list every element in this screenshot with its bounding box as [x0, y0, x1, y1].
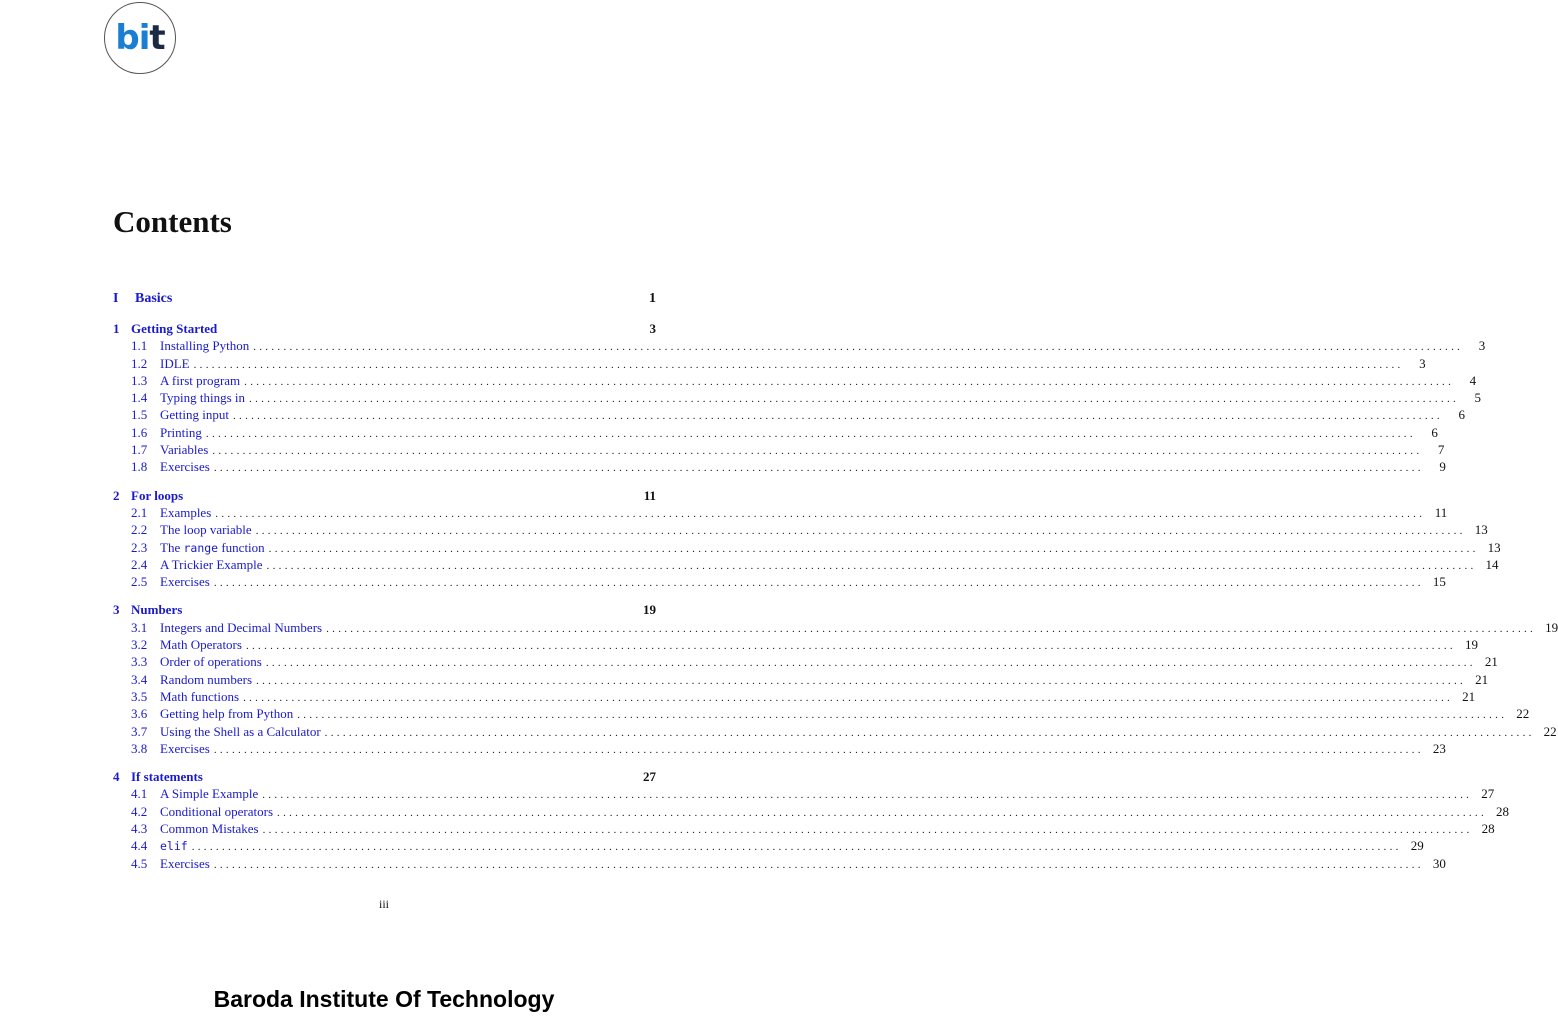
chapter-title: Numbers	[131, 602, 183, 618]
dot-leader: ........................................................................................................................................................................................................	[191, 841, 1402, 854]
section-number: 2.3	[131, 539, 148, 555]
dot-leader: ........................................................................................................................................................................................................	[193, 358, 1404, 371]
toc-section[interactable]	[113, 803, 1510, 820]
section-page: 13	[1474, 522, 1488, 538]
section-number: 2.4	[131, 556, 148, 572]
toc-section[interactable]	[113, 785, 1495, 802]
section-title: A Trickier Example	[160, 556, 263, 572]
dot-leader: ........................................................................................................................................................................................................	[277, 806, 1488, 819]
dot-leader: ........................................................................................................................................................................................................	[324, 726, 1535, 739]
dot-leader: ........................................................................................................................................................................................................	[256, 674, 1467, 687]
chapter-page: 27	[643, 769, 656, 785]
dot-leader: ........................................................................................................................................................................................................	[297, 709, 1508, 722]
section-page: 14	[1485, 556, 1499, 572]
chapter-title: For loops	[131, 487, 184, 503]
chapter-list	[113, 320, 1558, 872]
dot-leader: ........................................................................................................................................................................................................	[205, 427, 1416, 440]
section-title	[160, 837, 188, 855]
footer-institute-name: Baroda Institute Of Technology	[213, 986, 555, 1012]
section-number: 1.2	[131, 355, 148, 371]
section-page: 3	[1419, 355, 1426, 371]
section-title: IDLE	[160, 355, 190, 371]
section-number: 4.5	[131, 855, 148, 871]
section-number: 4.3	[131, 821, 148, 837]
part-title: Basics	[135, 291, 173, 306]
dot-leader: ........................................................................................................................................................................................................	[213, 743, 1424, 756]
section-number: 4.1	[131, 786, 148, 802]
dot-leader: ........................................................................................................................................................................................................	[213, 462, 1424, 475]
section-title: Variables	[160, 442, 209, 458]
section-title: Common Mistakes	[160, 821, 259, 837]
section-page: 13	[1487, 539, 1501, 555]
section-title: Exercises	[160, 740, 210, 756]
toc-section[interactable]	[113, 406, 1465, 423]
section-title-text: The	[160, 539, 184, 555]
section-title: Random numbers	[160, 671, 253, 687]
section-page: 21	[1462, 688, 1476, 704]
dot-leader: ........................................................................................................................................................................................................	[262, 789, 1473, 802]
dot-leader: ........................................................................................................................................................................................................	[249, 393, 1460, 406]
toc-section[interactable]	[113, 504, 1448, 521]
logo-letter-t: t	[149, 18, 165, 58]
table-of-contents	[113, 289, 1558, 872]
toc-section[interactable]	[113, 337, 1486, 354]
section-page: 30	[1432, 855, 1446, 871]
section-title: Exercises	[160, 855, 210, 871]
toc-section[interactable]	[113, 723, 1557, 740]
section-page: 19	[1545, 619, 1558, 635]
section-title: Using the Shell as a Calculator	[160, 723, 321, 739]
chapter-heading	[113, 320, 217, 337]
dot-leader: ........................................................................................................................................................................................................	[326, 622, 1537, 635]
chapter-title: If statements	[131, 769, 203, 785]
chapter-title: Getting Started	[131, 321, 218, 336]
dot-leader: ........................................................................................................................................................................................................	[212, 445, 1423, 458]
dot-leader: ........................................................................................................................................................................................................	[213, 577, 1424, 590]
chapter-page: 19	[643, 602, 656, 618]
section-page: 22	[1516, 706, 1530, 722]
section-number: 3.1	[131, 619, 148, 635]
dot-leader: ........................................................................................................................................................................................................	[266, 559, 1477, 572]
toc-section[interactable]	[113, 521, 1488, 538]
logo-letter-i: i	[138, 18, 150, 58]
section-title: Printing	[160, 424, 202, 440]
section-page: 19	[1464, 637, 1478, 653]
section-title: Getting input	[160, 407, 229, 423]
toc-section[interactable]	[113, 636, 1478, 653]
dot-leader: ........................................................................................................................................................................................................	[255, 525, 1466, 538]
dot-leader: ........................................................................................................................................................................................................	[232, 410, 1443, 423]
section-title-code: range	[183, 540, 219, 555]
section-title: Installing Python	[160, 338, 250, 354]
page-title: Contents	[113, 204, 232, 239]
toc-section[interactable]	[113, 619, 1558, 636]
section-page: 21	[1475, 671, 1489, 687]
section-number: 3.2	[131, 637, 148, 653]
toc-section[interactable]	[113, 653, 1498, 670]
chapter-page: 11	[643, 487, 656, 503]
toc-chapter[interactable]	[113, 320, 656, 337]
section-title: Conditional operators	[160, 803, 274, 819]
toc-section[interactable]	[113, 820, 1495, 837]
section-title-text: function	[218, 539, 265, 555]
section-page: 29	[1410, 838, 1424, 854]
section-number: 3.3	[131, 654, 148, 670]
toc-section[interactable]	[113, 573, 1446, 590]
section-title: Math Operators	[160, 637, 242, 653]
toc-section[interactable]	[113, 705, 1530, 722]
section-number: 1.5	[131, 407, 148, 423]
chapter-heading	[113, 487, 183, 504]
section-page: 11	[1434, 504, 1448, 520]
section-title: A first program	[160, 372, 241, 388]
toc-section[interactable]	[113, 740, 1446, 757]
section-number: 3.8	[131, 740, 148, 756]
dot-leader: ........................................................................................................................................................................................................	[265, 657, 1476, 670]
toc-chapter[interactable]	[113, 601, 656, 618]
section-page: 6	[1431, 424, 1438, 440]
bit-logo	[104, 2, 176, 74]
section-title-code: elif	[160, 839, 188, 854]
section-number: 4.2	[131, 803, 148, 819]
section-number: 1.6	[131, 424, 148, 440]
dot-leader: ........................................................................................................................................................................................................	[245, 640, 1456, 653]
section-number: 1.8	[131, 459, 148, 475]
chapter-number: 3	[113, 602, 120, 618]
section-title: The loop variable	[160, 522, 252, 538]
dot-leader: ........................................................................................................................................................................................................	[262, 824, 1473, 837]
toc-part[interactable]	[113, 289, 656, 309]
section-number: 3.5	[131, 688, 148, 704]
section-page: 15	[1432, 574, 1446, 590]
section-page: 6	[1458, 407, 1465, 423]
section-page: 3	[1478, 338, 1486, 354]
toc-section[interactable]	[113, 372, 1477, 389]
section-title	[160, 539, 265, 557]
dot-leader: ........................................................................................................................................................................................................	[244, 375, 1455, 388]
section-page: 9	[1439, 459, 1446, 475]
chapter-number: 4	[113, 769, 120, 785]
chapter-number: 1	[113, 321, 120, 336]
section-page: 23	[1432, 740, 1446, 756]
section-number: 3.6	[131, 706, 148, 722]
section-page: 5	[1474, 390, 1482, 406]
section-page: 22	[1543, 723, 1557, 739]
section-title: Order of operations	[160, 654, 262, 670]
chapter-number: 2	[113, 487, 120, 503]
toc-section[interactable]	[113, 355, 1426, 372]
toc-chapter[interactable]	[113, 487, 656, 504]
dot-leader: ........................................................................................................................................................................................................	[213, 858, 1424, 871]
section-page: 4	[1469, 372, 1477, 388]
section-number: 4.4	[131, 838, 148, 854]
section-title: Math functions	[160, 688, 240, 704]
toc-section[interactable]	[113, 458, 1446, 475]
toc-section[interactable]	[113, 389, 1482, 406]
toc-section[interactable]	[113, 556, 1499, 573]
toc-section[interactable]	[113, 441, 1445, 458]
dot-leader: ........................................................................................................................................................................................................	[268, 542, 1479, 555]
section-number: 3.7	[131, 723, 148, 739]
section-title: Typing things in	[160, 390, 246, 406]
section-title: Exercises	[160, 574, 210, 590]
chapter-page: 3	[649, 321, 656, 336]
section-page: 28	[1481, 821, 1495, 837]
toc-section[interactable]	[113, 424, 1438, 441]
section-page: 21	[1484, 654, 1498, 670]
logo-letter-b: b	[115, 18, 139, 58]
part-page: 1	[649, 291, 656, 306]
section-title: Integers and Decimal Numbers	[160, 619, 323, 635]
section-page: 27	[1481, 786, 1495, 802]
toc-section[interactable]	[113, 539, 1501, 556]
chapter-heading	[113, 601, 182, 618]
section-number: 1.3	[131, 372, 148, 388]
section-title: Getting help from Python	[160, 706, 294, 722]
section-number: 2.5	[131, 574, 148, 590]
section-number: 2.1	[131, 504, 148, 520]
section-number: 3.4	[131, 671, 148, 687]
toc-section[interactable]	[113, 671, 1489, 688]
section-page: 28	[1496, 803, 1510, 819]
dot-leader: ........................................................................................................................................................................................................	[243, 691, 1454, 704]
part-number: I	[113, 291, 119, 306]
section-title: A Simple Example	[160, 786, 259, 802]
section-title: Examples	[160, 504, 212, 520]
dot-leader: ........................................................................................................................................................................................................	[215, 507, 1426, 520]
page-number: iii	[378, 897, 389, 911]
section-page: 7	[1437, 442, 1445, 458]
section-number: 1.7	[131, 442, 148, 458]
toc-section[interactable]	[113, 688, 1476, 705]
dot-leader: ........................................................................................................................................................................................................	[253, 341, 1464, 354]
section-number: 1.4	[131, 390, 148, 406]
section-number: 1.1	[131, 338, 148, 354]
section-title: Exercises	[160, 459, 210, 475]
toc-section[interactable]	[113, 837, 1424, 854]
chapter-heading	[113, 768, 203, 785]
section-number: 2.2	[131, 522, 148, 538]
toc-chapter[interactable]	[113, 768, 656, 785]
toc-section[interactable]	[113, 855, 1446, 872]
